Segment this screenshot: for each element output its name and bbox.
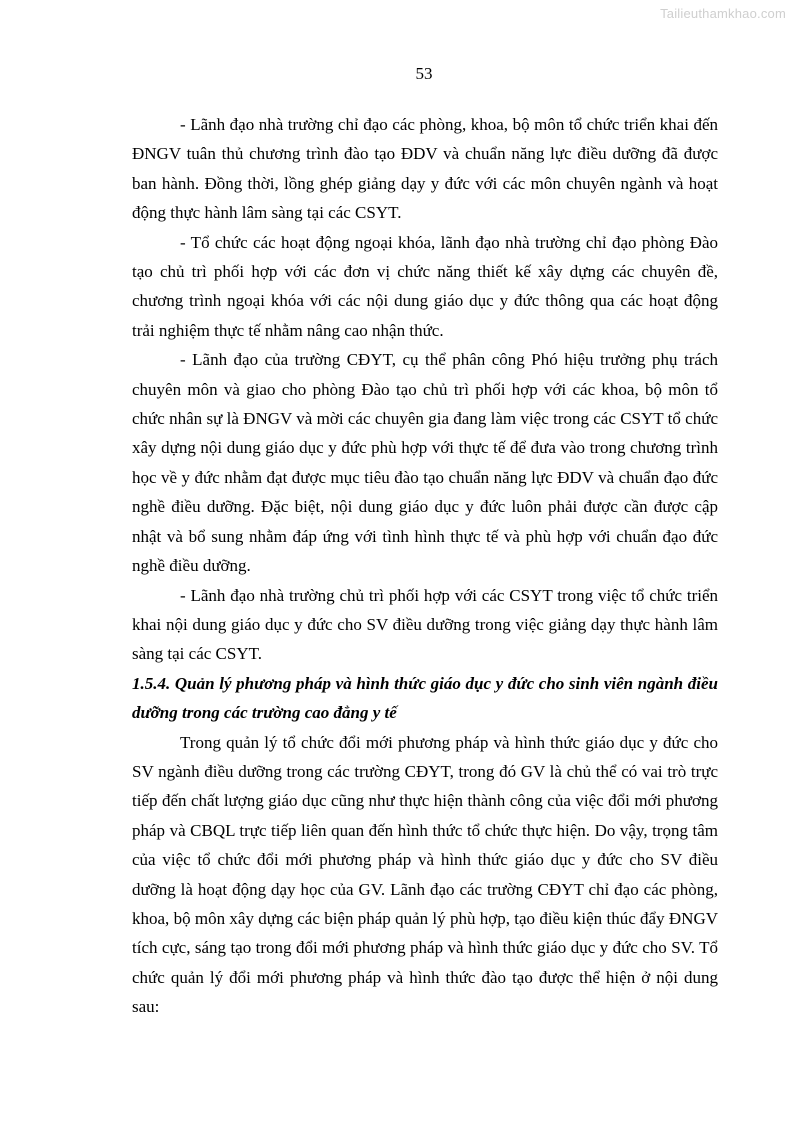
paragraph-extracurricular: - Tổ chức các hoạt động ngoại khóa, lãnh đạo nhà trường chỉ đạo phòng Đào tạo chủ trì phối hợp với các đơn vị chức năng thiết kế xây dựng các chuyên đề, chương trình ngoại khóa với các nội dung giáo dục y đức thông qua các hoạt động trải nghiệm thực tế nhằm nâng cao nhận thức. [132, 232, 718, 340]
paragraph-clinical-cooperation: - Lãnh đạo nhà trường chủ trì phối hợp với các CSYT trong việc tổ chức triển khai nội dung giáo dục y đức cho SV điều dưỡng trong việc giảng dạy thực hành lâm sàng tại các CSYT. [132, 585, 718, 664]
watermark: Tailieuthamkhao.com [660, 6, 786, 21]
paragraph-directive-curriculum: - Lãnh đạo nhà trường chỉ đạo các phòng, khoa, bộ môn tổ chức triển khai đến ĐNGV tuân thủ chương trình đào tạo ĐDV và chuẩn năng lực điều dưỡng đã được ban hành. Đồng thời, lồng ghép giảng dạy y đức với các môn chuyên ngành và hoạt động thực hành lâm sàng tại các CSYT. [132, 115, 718, 223]
page-number: 53 [415, 64, 433, 83]
paragraph-leadership-assignment: - Lãnh đạo của trường CĐYT, cụ thể phân công Phó hiệu trưởng phụ trách chuyên môn và giao cho phòng Đào tạo chủ trì phối hợp với các khoa, bộ môn tổ chức nhân sự là ĐNGV và mời các chuyên gia đang làm việc trong các CSYT tổ chức xây dựng nội dung giáo dục y đức phù hợp với thực tế để đưa vào trong chương trình học về y đức nhằm đạt được mục tiêu đào tạo chuẩn năng lực ĐDV và chuẩn đạo đức nghề điều dưỡng. Đặc biệt, nội dung giáo dục y đức luôn phải được cần được cập nhật và bổ sung nhằm đáp ứng với tình hình thực tế và phù hợp với chuẩn đạo đức nghề điều dưỡng. [132, 350, 718, 576]
section-heading: 1.5.4. Quản lý phương pháp và hình thức giáo dục y đức cho sinh viên ngành điều dưỡng trong các trường cao đẳng y tế [132, 673, 718, 723]
paragraph-method-management: Trong quản lý tổ chức đổi mới phương pháp và hình thức giáo dục y đức cho SV ngành điều dưỡng trong các trường CĐYT, trong đó GV là chủ thể có vai trò trực tiếp đến chất lượng giáo dục cũng như thực hiện thành công của việc đổi mới phương pháp và CBQL trực tiếp liên quan đến hình thức tổ chức thực hiện. Do vậy, trọng tâm của việc tổ chức đổi mới phương pháp và hình thức giáo dục y đức cho SV điều dưỡng là hoạt động dạy học của GV. Lãnh đạo các trường CĐYT chỉ đạo các phòng, khoa, bộ môn xây dựng các biện pháp quản lý phù hợp, tạo điều kiện thúc đẩy ĐNGV tích cực, sáng tạo trong đổi mới phương pháp và hình thức giáo dục y đức cho SV. Tổ chức quản lý đổi mới phương pháp và hình thức đào tạo được thể hiện ở nội dung sau: [132, 732, 718, 1017]
document-body [132, 110, 718, 1022]
